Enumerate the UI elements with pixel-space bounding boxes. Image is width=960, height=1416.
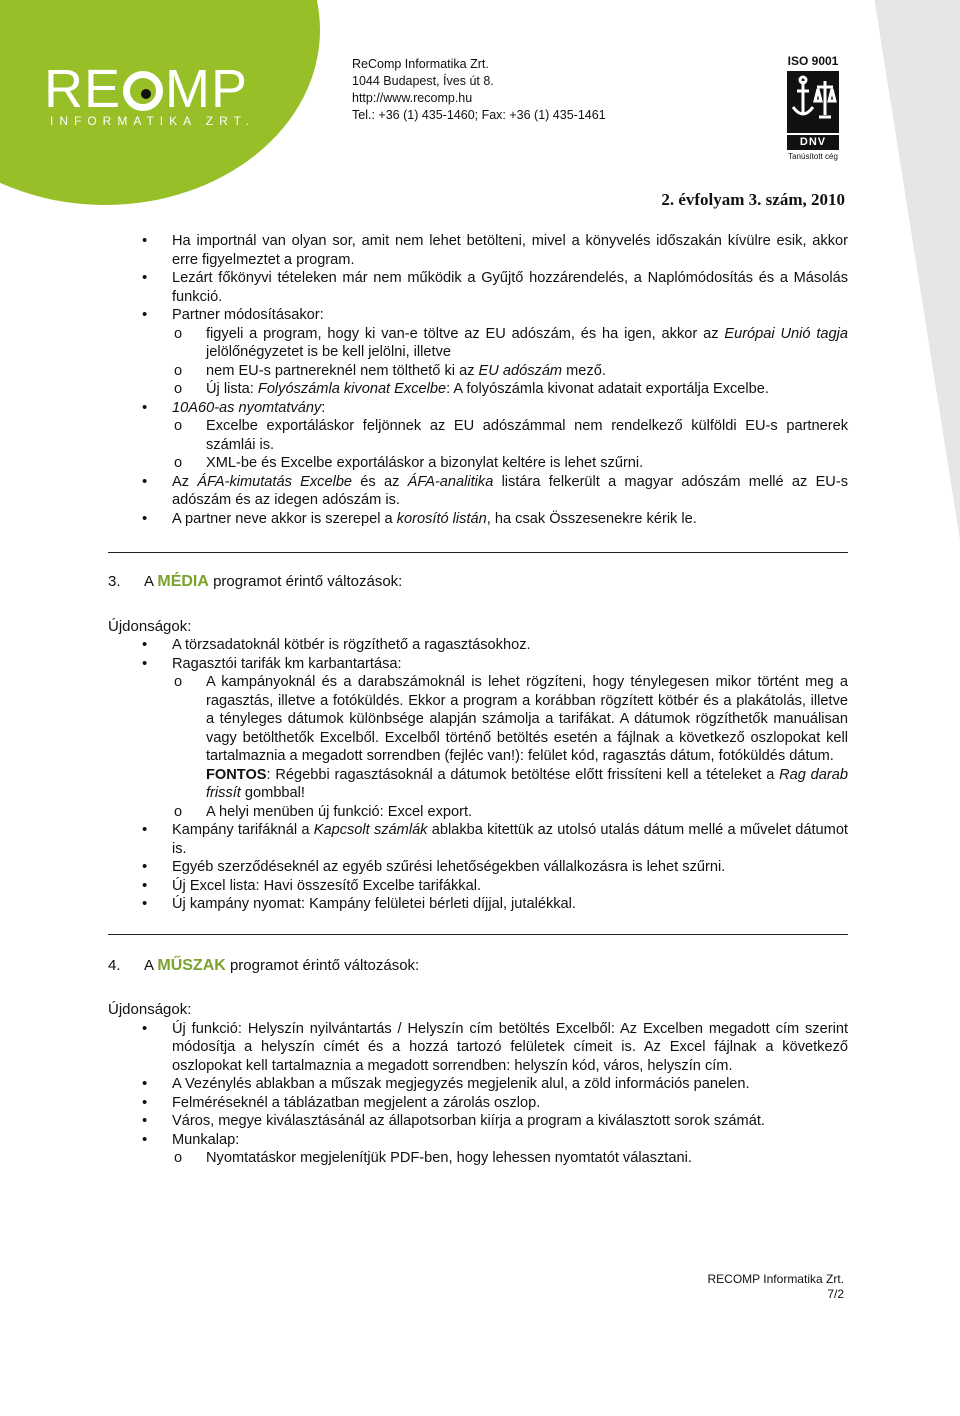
list-item: • Egyéb szerződéseknél az egyéb szűrési lehetőségekben vállalkozásra is lehet szűrni. [108, 858, 848, 877]
list-item: • Ha importnál van olyan sor, amit nem lehet betölteni, mivel a könyvelés időszakán kívülre esik, akkor erre figyelmeztet a program. [108, 232, 848, 269]
company-website[interactable]: http://www.recomp.hu [352, 91, 473, 105]
iso-caption: Tanúsított cég [788, 152, 838, 161]
section-3-list [108, 636, 848, 914]
sub-list-item: o Új lista: Folyószámla kivonat Excelbe: A folyószámla kivonat adatait exportálja Excelbe. [108, 380, 848, 399]
list-item: • Az ÁFA-kimutatás Excelbe és az ÁFA-analitika listára felkerült a magyar adószám mellé az EU-s adószám és az idegen adószám is. [108, 473, 848, 510]
page-number: 7/2 [827, 1287, 844, 1301]
divider [108, 934, 848, 935]
list-item: • Felméréseknél a táblázatban megjelent a zárolás oszlop. [108, 1094, 848, 1113]
list-item: • Kampány tarifáknál a Kapcsolt számlák ablakba kitettük az utolsó utalás dátum mellé a művelet dátumot is. [108, 821, 848, 858]
list-item: • A Vezénylés ablakban a műszak megjegyzés megjelenik alul, a zöld információs panelen. [108, 1075, 848, 1094]
sub-list-item: o figyeli a program, hogy ki van-e töltve az EU adószám, és ha igen, akkor az Európai Unió tagja jelölőnégyzetet is be kell jelölni, illetve [108, 325, 848, 362]
list-item: • Város, megye kiválasztásánál az állapotsorban kiírja a program a kiválasztott sorok számát. [108, 1112, 848, 1131]
decorative-band [872, 0, 960, 1416]
dnv-logo: DNV [787, 135, 839, 150]
iso-certificate [783, 54, 843, 161]
news-heading: Újdonságok: [108, 1001, 192, 1018]
list-item: • Ragasztói tarifák km karbantartása: [108, 655, 848, 674]
footer-company: RECOMP Informatika Zrt. [707, 1272, 844, 1286]
company-address: 1044 Budapest, Íves út 8. [352, 74, 494, 88]
iso-title: ISO 9001 [787, 54, 839, 68]
logo-o-icon [123, 71, 163, 111]
anchor-scale-icon [787, 71, 839, 133]
block1-list [108, 232, 848, 528]
company-name: ReComp Informatika Zrt. [352, 57, 489, 71]
company-phone: Tel.: +36 (1) 435-1460; Fax: +36 (1) 435-1461 [352, 108, 606, 122]
list-item: • Új kampány nyomat: Kampány felületei bérleti díjjal, jutalékkal. [108, 895, 848, 914]
company-logo: RE MP [44, 59, 249, 119]
sub-list-item: o A kampányoknál és a darabszámoknál is lehet rögzíteni, hogy ténylegesen mikor történt meg a ragasztás, illetve a fotóküldés. Ekkor a program a korábban rögzített kötbér és a plakátolás, illetve a tényleges dátumok különbsége alapján számolja a tarifákat. A dátumok rögzíthetők manuálisan vagy betölthetők Excelből. Excelből történő betöltés esetén a fájlnak a következő oszlopokat kell tartalmaznia a megadott sorrendben (fejléc van!): felület kód, ragasztás dátum, fotóküldés dátum. FONTOS: Régebbi ragasztásoknál a dátumok betöltése előtt frissíteni kell a tételeket a Rag darab frissít gombbal! [108, 673, 848, 803]
news-heading: Újdonságok: [108, 617, 192, 635]
list-item: • Új funkció: Helyszín nyilvántartás / Helyszín cím betöltés Excelből: Az Excelben megadott cím szerint módosítja a helyszín címét és a hozzá tartozó felületek címeit is. Az Excel fájlnak a következő oszlopokat kell tartalmaznia a megadott sorrendben: helyszín kód, város, helyszín cím. [108, 1020, 848, 1076]
product-name-media: MÉDIA [157, 573, 209, 590]
logo-subtitle: INFORMATIKA ZRT. [50, 114, 255, 128]
list-item: • A partner neve akkor is szerepel a korosító listán, ha csak Összesenekre kérik le. [108, 510, 848, 529]
sub-list-item: o A helyi menüben új funkció: Excel export. [108, 803, 848, 822]
sub-list-item: o nem EU-s partnereknél nem tölthető ki az EU adószám mező. [108, 362, 848, 381]
sub-list-item: o XML-be és Excelbe exportáláskor a bizonylat keltére is lehet szűrni. [108, 454, 848, 473]
page-footer [708, 1272, 844, 1302]
list-item: • Munkalap: [108, 1131, 848, 1150]
list-item: • Új Excel lista: Havi összesítő Excelbe tarifákkal. [108, 877, 848, 896]
section-3-heading: 3. A MÉDIA programot érintő változások: [108, 573, 403, 590]
section-4-list [108, 1020, 848, 1168]
sub-list-item: o Excelbe exportáláskor feljönnek az EU adószámmal nem rendelkező külföldi EU-s partnerek számlái is. [108, 417, 848, 454]
divider [108, 552, 848, 553]
list-item: • Partner módosításakor: [108, 306, 848, 325]
product-name-muszak: MŰSZAK [157, 956, 226, 974]
section-4-heading: 4. A MŰSZAK programot érintő változások: [108, 956, 420, 974]
list-item: • 10A60-as nyomtatvány: [108, 399, 848, 418]
document-body [108, 232, 848, 1168]
issue-label: 2. évfolyam 3. szám, 2010 [661, 190, 845, 209]
list-item: • Lezárt főkönyvi tételeken már nem működik a Gyűjtő hozzárendelés, a Naplómódosítás és a Másolás funkció. [108, 269, 848, 306]
list-item: • A törzsadatoknál kötbér is rögzíthető a ragasztásokhoz. [108, 636, 848, 655]
company-info [352, 56, 606, 124]
sub-list-item: o Nyomtatáskor megjelenítjük PDF-ben, hogy lehessen nyomtatót választani. [108, 1149, 848, 1168]
